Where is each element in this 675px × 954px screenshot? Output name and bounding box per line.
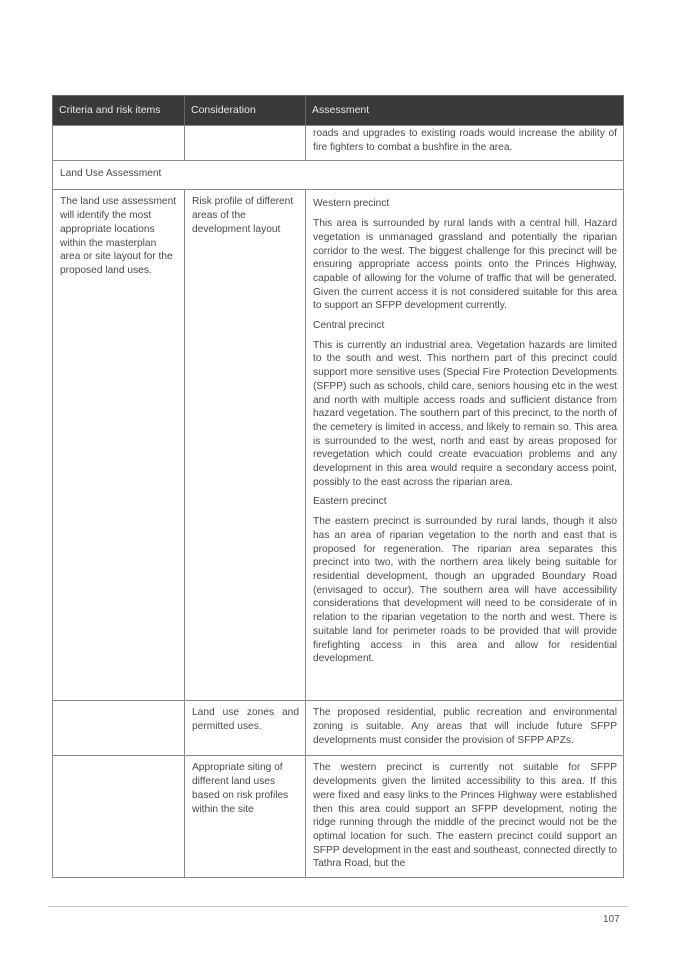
cell-criteria [53, 701, 185, 756]
cell-criteria [53, 126, 185, 161]
cell-assessment: roads and upgrades to existing roads would increase the ability of fire fighters to combat a bushfire in the area. [306, 126, 624, 161]
cell-criteria [53, 756, 185, 878]
table-row-continued [53, 126, 624, 161]
precinct-text-eastern: The eastern precinct is surrounded by rural lands, though it also has an area of riparian vegetation to the north and east that is proposed for regeneration. The riparian area separates this precinct into two, with the northern area likely being suitable for residential development, though an upgraded Boundary Road (envisaged to occur). The southern area will have accessibility considerations that development will need to be considerate of in relation to the riparian vegetation to the north and west. There is suitable land for perimeter roads to be provided that will provide firefighting access in this area and allow for residential development. [313, 516, 617, 665]
cell-assessment [306, 190, 624, 701]
table-row [53, 701, 624, 756]
footer-divider [48, 906, 628, 907]
precinct-title-central: Central precinct [313, 320, 385, 332]
precinct-text-central: This is currently an industrial area. Vegetation hazards are limited to the south and west. This northern part of this precinct could support more sensitive uses (Special Fire Protection Developments (SFPP) such as schools, child care, seniors housing etc in the west and north with multiple access roads and sufficient distance from hazard vegetation. The southern part of this precinct, to the north of the cemetery is limited in access, and likely to remain so. This area is surrounded to the west, north and east by areas proposed for revegetation which could create evacuation problems and any development in this area would require a secondary access point, possibly to the east across the riparian area. [313, 339, 617, 488]
cell-consideration: Risk profile of different areas of the development layout [185, 190, 306, 701]
page-number: 107 [603, 914, 620, 925]
table-row [53, 190, 624, 701]
cell-criteria: The land use assessment will identify the most appropriate locations within the masterplan area or site layout for the proposed land uses. [53, 190, 185, 701]
cell-consideration [185, 126, 306, 161]
precinct-title-western: Western precinct [313, 198, 390, 210]
cell-consideration: Appropriate siting of different land uses based on risk profiles within the site [185, 756, 306, 878]
cell-assessment: The proposed residential, public recreation and environmental zoning is suitable. Any areas that will include future SFPP developments must consider the provision of SFPP APZs. [306, 701, 624, 756]
precinct-title-eastern: Eastern precinct [313, 496, 387, 508]
land-use-assessment-table [52, 95, 624, 878]
header-assessment: Assessment [306, 96, 624, 126]
section-row [53, 161, 624, 190]
section-title: Land Use Assessment [53, 161, 624, 190]
header-criteria: Criteria and risk items [53, 96, 185, 126]
table-header-row [53, 96, 624, 126]
precinct-text-western: This area is surrounded by rural lands with a central hill. Hazard vegetation is unmanaged grassland and potentially the riparian corridor to the west. The biggest challenge for this precinct will be ensuring appropriate access points onto the Princes Highway, capable of allowing for the volume of traffic that will be generated. Given the current access it is not considered suitable for this area to support an SFPP development currently. [313, 218, 617, 312]
cell-assessment: The western precinct is currently not suitable for SFPP developments given the limited accessibility to this area. If this were fixed and easy links to the Princes Highway were established then this area could support an SFPP development, noting the ridge running through the middle of the precinct would not be the optimal location for such. The eastern precinct could support an SFPP development in the east and southeast, connected directly to Tathra Road, but the [306, 756, 624, 878]
header-consideration: Consideration [185, 96, 306, 126]
cell-consideration: Land use zones and permitted uses. [185, 701, 306, 756]
table-row [53, 756, 624, 878]
